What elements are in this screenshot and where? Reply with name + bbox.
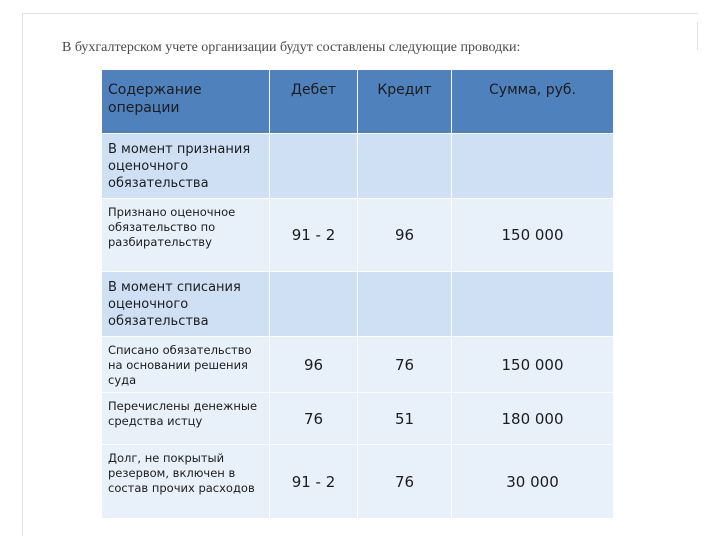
row-amount (452, 272, 614, 337)
row-debit: 91 - 2 (270, 199, 358, 272)
row-description: Перечислены денежные средства истцу (102, 393, 270, 445)
table-header-row (102, 70, 614, 134)
table-row (102, 393, 614, 445)
row-amount: 30 000 (452, 445, 614, 519)
row-description: Списано обязательство на основании решения суда (102, 337, 270, 393)
row-credit: 76 (358, 337, 452, 393)
row-credit: 96 (358, 199, 452, 272)
row-amount: 150 000 (452, 337, 614, 393)
table-row (102, 445, 614, 519)
row-description: В момент признания оценочного обязательства (102, 134, 270, 199)
table-row-section (102, 272, 614, 337)
row-credit: 76 (358, 445, 452, 519)
row-amount (452, 134, 614, 199)
header-credit: Кредит (358, 70, 452, 134)
row-description: Признано оценочное обязательство по разбирательству (102, 199, 270, 272)
table-row-section (102, 134, 614, 199)
row-debit: 76 (270, 393, 358, 445)
header-amount: Сумма, руб. (452, 70, 614, 134)
header-operation: Содержание операции (102, 70, 270, 134)
row-debit (270, 272, 358, 337)
row-description: В момент списания оценочного обязательства (102, 272, 270, 337)
row-description: Долг, не покрытый резервом, включен в состав прочих расходов (102, 445, 270, 519)
row-debit (270, 134, 358, 199)
table-row (102, 199, 614, 272)
row-amount: 150 000 (452, 199, 614, 272)
row-credit: 51 (358, 393, 452, 445)
frame-corner-line (697, 22, 698, 50)
entries-table (101, 69, 614, 519)
table-row (102, 337, 614, 393)
header-debit: Дебет (270, 70, 358, 134)
row-debit: 91 - 2 (270, 445, 358, 519)
row-debit: 96 (270, 337, 358, 393)
row-credit (358, 134, 452, 199)
row-amount: 180 000 (452, 393, 614, 445)
row-credit (358, 272, 452, 337)
intro-text: В бухгалтерском учете организации будут составлены следующие проводки: (62, 40, 521, 55)
